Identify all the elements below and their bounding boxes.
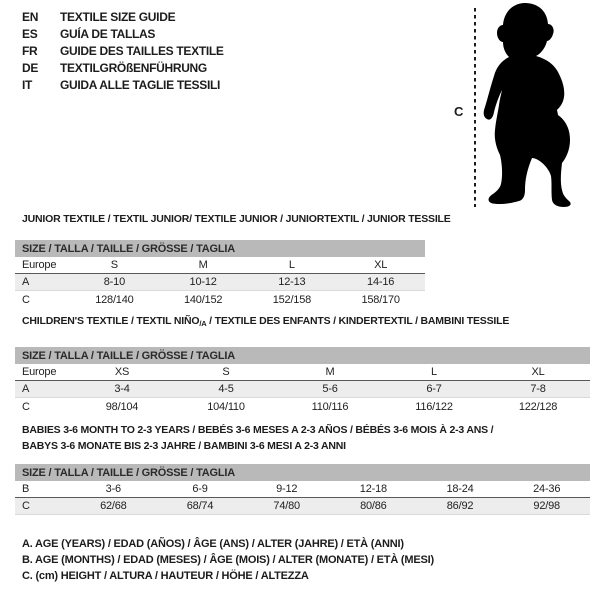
- language-code: FR: [22, 43, 38, 58]
- table-cell: 110/116: [311, 400, 349, 413]
- table-cell: Europe: [22, 259, 57, 271]
- table-cell: L: [288, 259, 295, 271]
- table-cell: 152/158: [272, 293, 312, 306]
- table-cell: 9-12: [276, 483, 298, 495]
- table-cell: C: [22, 293, 30, 306]
- table-cell: C: [22, 500, 30, 512]
- table-cell: B: [22, 483, 30, 495]
- table-cell: 158/170: [361, 293, 400, 306]
- language-row-es: [22, 25, 224, 42]
- table-cell: 18-24: [446, 483, 474, 495]
- size-header-bar: SIZE / TALLA / TAILLE / GRÖSSE / TAGLIA: [15, 464, 590, 481]
- table-cell: 10-12: [189, 276, 217, 288]
- table-cell: 7-8: [530, 383, 546, 395]
- language-row-fr: [22, 42, 224, 59]
- table-cell: C: [22, 400, 30, 413]
- table-cell: 3-4: [114, 383, 130, 395]
- table-cell: 80/86: [360, 500, 387, 512]
- table-row: [15, 274, 425, 291]
- table-cell: XS: [114, 366, 130, 378]
- table-cell: 12-18: [359, 483, 387, 495]
- table-cell: 86/92: [446, 500, 474, 512]
- language-code: IT: [22, 77, 33, 92]
- table-cell: M: [325, 366, 335, 378]
- table-cell: 14-16: [367, 276, 395, 288]
- language-row-it: [22, 76, 224, 93]
- language-code: DE: [22, 60, 39, 75]
- footnote-a: A. AGE (YEARS) / EDAD (AÑOS) / ÂGE (ANS) / ALTER (JAHRE) / ETÀ (ANNI): [22, 538, 404, 550]
- table-cell: 122/128: [518, 400, 558, 413]
- table-cell: 104/110: [207, 400, 245, 413]
- baby-silhouette-svg: [450, 0, 590, 215]
- table-cell: 24-36: [533, 483, 561, 495]
- table-row: [15, 257, 425, 274]
- footnotes: [22, 538, 434, 586]
- table-cell: XL: [374, 259, 388, 271]
- table-row: [15, 291, 425, 308]
- children-size-table: [15, 347, 590, 415]
- table-cell: S: [110, 259, 118, 271]
- table-cell: 140/152: [183, 293, 223, 306]
- table-cell: S: [222, 366, 230, 378]
- table-cell: 6-9: [192, 483, 208, 495]
- table-cell: 62/68: [100, 500, 127, 512]
- junior-table-title: JUNIOR TEXTILE / TEXTIL JUNIOR/ TEXTILE JUNIOR / JUNIORTEXTIL / JUNIOR TESSILE: [22, 213, 451, 225]
- children-title-suffix: / TEXTILE DES ENFANTS / KINDERTEXTIL / BAMBINI TESSILE: [206, 315, 510, 327]
- height-label-c: C: [454, 104, 464, 119]
- children-title-sub: /A: [199, 319, 207, 328]
- table-cell: A: [22, 383, 30, 395]
- junior-size-table: [15, 240, 425, 308]
- language-label: GUIDE DES TAILLES TEXTILE: [60, 43, 224, 58]
- language-code: EN: [22, 9, 39, 24]
- children-table-title: [22, 315, 509, 328]
- table-cell: XL: [531, 366, 545, 378]
- table-row: [15, 398, 590, 415]
- language-label: GUÍA DE TALLAS: [60, 26, 156, 41]
- babies-table-title: [22, 422, 493, 454]
- table-cell: Europe: [22, 366, 57, 378]
- language-label: TEXTILGRÖßENFÜHRUNG: [60, 60, 207, 75]
- table-cell: A: [22, 276, 30, 288]
- table-cell: L: [431, 366, 437, 378]
- table-row: [15, 498, 590, 515]
- table-cell: 8-10: [103, 276, 125, 288]
- language-list: [22, 8, 224, 93]
- language-row-en: [22, 8, 224, 25]
- table-cell: 12-13: [278, 276, 306, 288]
- language-row-de: [22, 59, 224, 76]
- table-row: [15, 481, 590, 498]
- babies-size-table: [15, 464, 590, 515]
- table-cell: M: [198, 259, 208, 271]
- table-cell: 4-5: [218, 383, 234, 395]
- size-header-bar: SIZE / TALLA / TAILLE / GRÖSSE / TAGLIA: [15, 240, 425, 257]
- babies-title-line1: BABIES 3-6 MONTH TO 2-3 YEARS / BEBÉS 3-6 MESES A 2-3 AÑOS / BÉBÉS 3-6 MOIS À 2-3 ANS /: [22, 424, 494, 436]
- size-header-bar: SIZE / TALLA / TAILLE / GRÖSSE / TAGLIA: [15, 347, 590, 364]
- table-cell: 98/104: [105, 400, 139, 413]
- table-cell: 68/74: [186, 500, 214, 512]
- table-row: [15, 364, 590, 381]
- language-label: TEXTILE SIZE GUIDE: [60, 9, 176, 24]
- table-cell: 3-6: [105, 483, 121, 495]
- language-label: GUIDA ALLE TAGLIE TESSILI: [60, 77, 221, 92]
- baby-figure: [450, 0, 590, 215]
- table-cell: 92/98: [533, 500, 560, 512]
- table-cell: 5-6: [322, 383, 338, 395]
- language-code: ES: [22, 26, 38, 41]
- table-cell: 116/122: [415, 400, 453, 413]
- babies-title-line2: BABYS 3-6 MONATE BIS 2-3 JAHRE / BAMBINI 3-6 MESI A 2-3 ANNI: [22, 440, 346, 452]
- table-cell: 128/140: [95, 293, 134, 306]
- children-title-prefix: CHILDREN'S TEXTILE / TEXTIL NIÑO: [22, 315, 200, 327]
- table-cell: 74/80: [273, 500, 300, 512]
- baby-silhouette: [484, 3, 571, 207]
- table-cell: 6-7: [426, 383, 442, 395]
- table-row: [15, 381, 590, 398]
- footnote-b: B. AGE (MONTHS) / EDAD (MESES) / ÂGE (MOIS) / ALTER (MONATE) / ETÀ (MESI): [22, 554, 434, 566]
- footnote-c: C. (cm) HEIGHT / ALTURA / HAUTEUR / HÖHE / ALTEZZA: [22, 570, 309, 582]
